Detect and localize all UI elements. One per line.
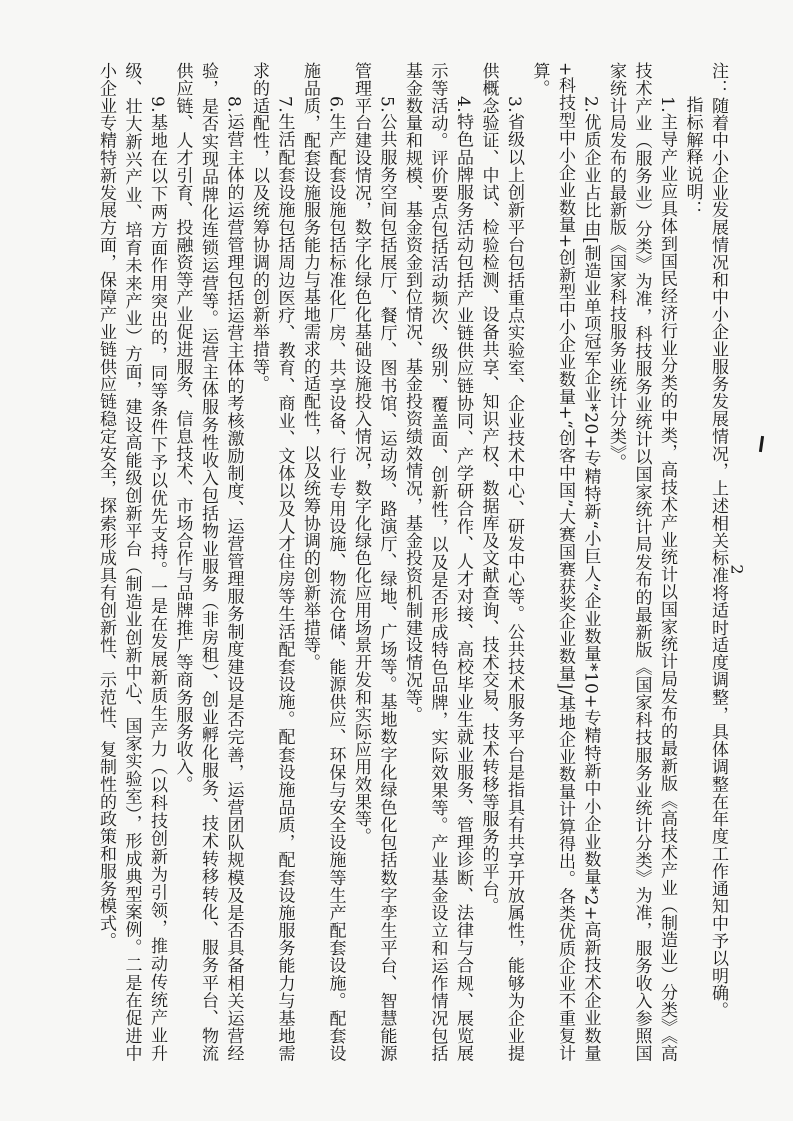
explanation-item-5: 5.公共服务空间包括展厅、餐厅、图书馆、运动场、路演厅、绿地、广场等。基地数字化绿色化包括数字孪生平台、智慧能源管理平台建设情况，数字化绿色化基础设施投入情况，数字化绿色化应用场景开发和实际应用效果等。	[351, 62, 397, 1062]
explanation-item-6: 6.生产配套设施包括标准化厂房、共享设备、行业专用设施、物流仓储、能源供应、环保与安全设施等生产配套设施。配套设施品质，配套设施服务能力与基地需求的适配性，以及统筹协调的创新举措等。	[300, 62, 346, 1062]
explanation-item-7: 7.生活配套设施包括周边医疗、教育、商业、文体以及人才住房等生活配套设施。配套设施品质，配套设施服务能力与基地需求的适配性，以及统筹协调的创新举措等。	[249, 62, 295, 1062]
explanation-item-8: 8.运营主体的运营管理包括运营主体的考核激励制度、运营管理服务制度建设是否完善，运营团队规模及是否具备相关运营经验，是否实现品牌化连锁运营等。运营主体服务性收入包括物业服务（非房租）、创业孵化服务、技术转移转化、服务平台、物流供应链、人才引育、投融资等产业促进服务、信息技术、市场合作与品牌推广等商务服务收入。	[172, 62, 244, 1062]
section-heading: 指标解释说明：	[682, 96, 703, 218]
note-paragraph	[705, 62, 731, 1062]
explanation-item-3: 3.省级以上创新平台包括重点实验室、企业技术中心、研发中心等。公共技术服务平台是指具有共享开放属性，能够为企业提供概念验证、中试、检验检测、设备共享、知识产权、数据库及文献查询、技术交易、技术转移等服务的平台。	[478, 62, 524, 1062]
rotated-text-block	[70, 62, 730, 1062]
scan-mark	[759, 436, 764, 452]
explanation-item-4: 4.特色品牌服务活动包括产业链供应链协同、产学研合作、人才对接、高校毕业生就业服务、管理诊断、法律与合规、展览展示等活动。评价要点包括活动频次、级别、覆盖面、创新性，以及是否形成特色品牌，实际效果等。产业基金设立和运作情况包括基金数量和规模、基金资金到位情况、基金投资绩效情况，基金投资机制建设情况等。	[402, 62, 473, 1062]
note-text: 随着中小企业发展情况和中小企业服务发展情况，上述相关标准将适时适度调整，具体调整在年度工作通知中予以明确。	[708, 96, 728, 1020]
explanation-item-9: 9.基地在以下两方面作用突出的，同等条件下予以优先支持。一是在发展新质生产力（以科技创新为引领，推动传统产业升级、壮大新兴产业、培育未来产业）方面，建设高能级创新平台（制造业创新中心、国家实验室），形成典型案例。二是在促进中小企业专精特新发展方面，保障产业链供应链稳定安全，探索形成具有创新性、示范性、复制性的政策和服务模式。	[96, 62, 167, 1062]
page-number: 2	[727, 564, 747, 575]
explanation-item-1: 1.主导产业应具体到国民经济行业分类的中类，高技术产业统计以国家统计局发布的最新版《高技术产业（制造业）分类》《高技术产业（服务业）分类》为准，科技服务业统计以国家统计局发布的最新版《国家科技服务业统计分类》为准，服务收入参照国家统计局发布的最新版《国家科技服务业统计分类》。	[606, 62, 677, 1062]
note-label: 注：	[708, 62, 728, 97]
explanation-item-2: 2.优质企业占比由[制造业单项冠军企业*20+专精特新“小巨人”企业数量*10+专精特新中小企业数量*2+高新技术企业数量+科技型中小企业数量+创新型中小企业数量+“创客中国”大赛国赛获奖企业数量]/基地企业数量计算得出。各类优质企业不重复计算。	[529, 62, 601, 1062]
